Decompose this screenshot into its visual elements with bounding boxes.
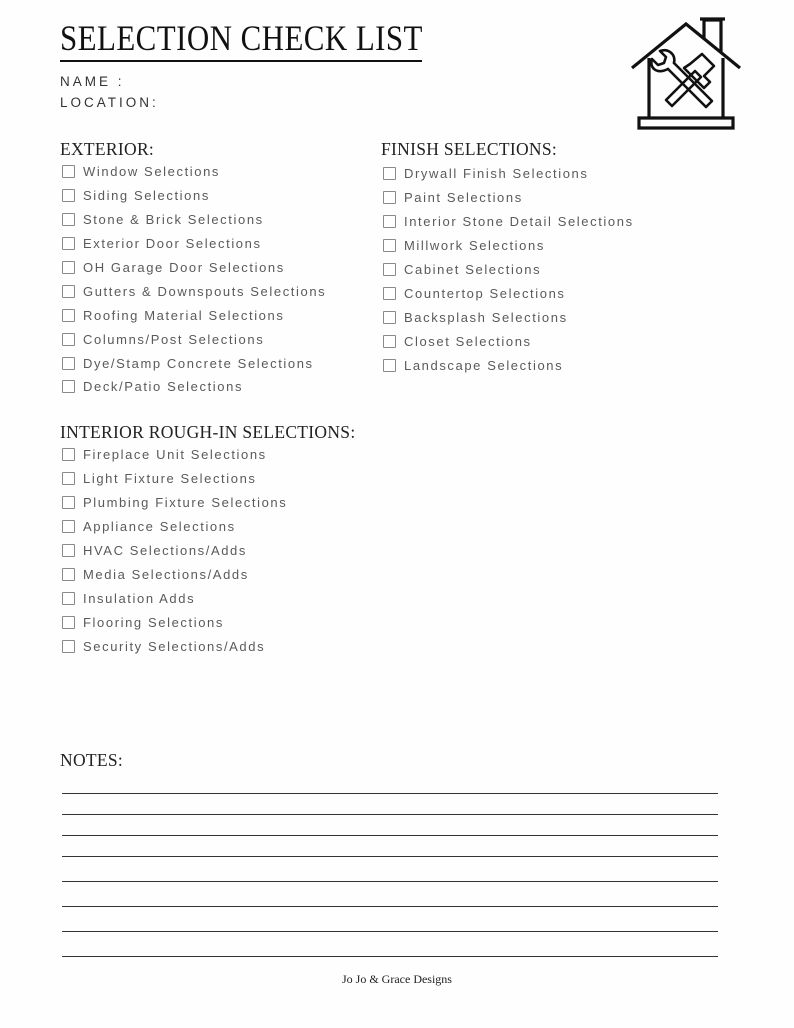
finish-checklist-item — [381, 258, 634, 282]
checklist-item-label: Fireplace Unit Selections — [83, 447, 267, 463]
checklist-item-label: Stone & Brick Selections — [83, 212, 264, 228]
finish-checklist-item — [381, 329, 634, 353]
section-interior — [60, 421, 355, 658]
section-finish — [381, 138, 634, 377]
checkbox[interactable] — [62, 568, 75, 581]
checkbox[interactable] — [62, 189, 75, 202]
checkbox[interactable] — [383, 311, 396, 324]
checkbox[interactable] — [62, 333, 75, 346]
checklist-item-label: Media Selections/Adds — [83, 566, 249, 582]
checkbox[interactable] — [62, 357, 75, 370]
checkbox[interactable] — [62, 213, 75, 226]
finish-checklist-item — [381, 281, 634, 305]
checkbox[interactable] — [383, 359, 396, 372]
page-title: SELECTION CHECK LIST — [60, 18, 423, 58]
exterior-checklist-item — [60, 184, 326, 208]
finish-checklist-item — [381, 162, 634, 186]
location-label: LOCATION: — [60, 95, 159, 110]
notes-line[interactable] — [62, 814, 718, 815]
title-underline — [60, 60, 422, 62]
exterior-checklist-item — [60, 279, 326, 303]
finish-checklist-item — [381, 210, 634, 234]
checklist-item-label: Siding Selections — [83, 188, 210, 204]
section-title-finish: FINISH SELECTIONS: — [381, 139, 558, 159]
interior-checklist-item — [60, 539, 355, 563]
checkbox[interactable] — [62, 261, 75, 274]
checkbox[interactable] — [62, 616, 75, 629]
checklist-item-label: Appliance Selections — [83, 519, 236, 535]
name-label: NAME : — [60, 74, 125, 89]
checkbox[interactable] — [62, 592, 75, 605]
checklist-item-label: Cabinet Selections — [404, 262, 542, 277]
notes-line[interactable] — [62, 931, 718, 932]
checkbox[interactable] — [62, 544, 75, 557]
checkbox[interactable] — [383, 335, 396, 348]
interior-checklist-item — [60, 610, 355, 634]
interior-checklist-item — [60, 515, 355, 539]
checklist-item-label: Dye/Stamp Concrete Selections — [83, 355, 314, 371]
interior-checklist-item — [60, 443, 355, 467]
notes-title: NOTES: — [60, 750, 124, 770]
checkbox[interactable] — [62, 496, 75, 509]
checkbox[interactable] — [383, 215, 396, 228]
checklist-item-label: Gutters & Downspouts Selections — [83, 283, 327, 299]
finish-checklist-item — [381, 353, 634, 377]
checkbox[interactable] — [62, 472, 75, 485]
checkbox[interactable] — [383, 263, 396, 276]
section-exterior — [60, 138, 326, 399]
exterior-checklist-item — [60, 327, 326, 351]
exterior-checklist-item — [60, 303, 326, 327]
checklist-item-label: Deck/Patio Selections — [83, 379, 244, 395]
checkbox[interactable] — [62, 285, 75, 298]
notes-line[interactable] — [62, 906, 718, 907]
checklist-item-label: Landscape Selections — [404, 357, 564, 373]
checklist-item-label: Millwork Selections — [404, 238, 545, 254]
checklist-item-label: Interior Stone Detail Selections — [404, 214, 634, 230]
exterior-checklist-item — [60, 208, 326, 232]
interior-checklist-item — [60, 562, 355, 586]
checkbox[interactable] — [62, 640, 75, 653]
checkbox[interactable] — [62, 380, 75, 393]
checkbox[interactable] — [383, 239, 396, 252]
interior-checklist-item — [60, 491, 355, 515]
notes-line[interactable] — [62, 956, 718, 957]
notes-line[interactable] — [62, 881, 718, 882]
finish-checklist-item — [381, 305, 634, 329]
checklist-item-label: Columns/Post Selections — [83, 331, 265, 347]
notes-line[interactable] — [62, 793, 718, 794]
exterior-checklist-item — [60, 375, 326, 399]
interior-checklist-item — [60, 634, 355, 658]
checklist-item-label: Flooring Selections — [83, 614, 224, 630]
checklist-item-label: Backsplash Selections — [404, 309, 568, 325]
exterior-checklist-item — [60, 232, 326, 256]
checkbox[interactable] — [62, 520, 75, 533]
finish-checklist-item — [381, 234, 634, 258]
checklist-item-label: Drywall Finish Selections — [404, 166, 589, 182]
checklist-item-label: Light Fixture Selections — [83, 471, 257, 487]
exterior-checklist-item — [60, 256, 326, 280]
checkbox[interactable] — [62, 448, 75, 461]
checklist-item-label: Roofing Material Selections — [83, 307, 285, 323]
checkbox[interactable] — [62, 237, 75, 250]
house-with-hammer-and-wrench-icon — [628, 14, 744, 132]
checkbox[interactable] — [62, 309, 75, 322]
exterior-checklist-item — [60, 160, 326, 184]
footer-brand: Jo Jo & Grace Designs — [342, 972, 452, 986]
section-title-interior: INTERIOR ROUGH-IN SELECTIONS: — [60, 422, 356, 442]
interior-checklist-item — [60, 586, 355, 610]
checkbox[interactable] — [383, 191, 396, 204]
finish-checklist-item — [381, 186, 634, 210]
checklist-item-label: Countertop Selections — [404, 285, 566, 301]
checklist-item-label: Window Selections — [83, 164, 221, 180]
checklist-item-label: OH Garage Door Selections — [83, 260, 285, 275]
notes-line[interactable] — [62, 856, 718, 857]
checkbox[interactable] — [383, 167, 396, 180]
checklist-item-label: Paint Selections — [404, 190, 523, 206]
checkbox[interactable] — [62, 165, 75, 178]
checkbox[interactable] — [383, 287, 396, 300]
notes-line[interactable] — [62, 835, 718, 836]
checklist-item-label: Security Selections/Adds — [83, 638, 266, 654]
interior-checklist-item — [60, 467, 355, 491]
checklist-item-label: Plumbing Fixture Selections — [83, 495, 288, 511]
exterior-checklist-item — [60, 351, 326, 375]
checklist-item-label: HVAC Selections/Adds — [83, 543, 247, 558]
checklist-item-label: Closet Selections — [404, 333, 532, 349]
checklist-item-label: Exterior Door Selections — [83, 236, 262, 252]
checklist-item-label: Insulation Adds — [83, 590, 196, 606]
section-title-exterior: EXTERIOR: — [60, 139, 155, 159]
